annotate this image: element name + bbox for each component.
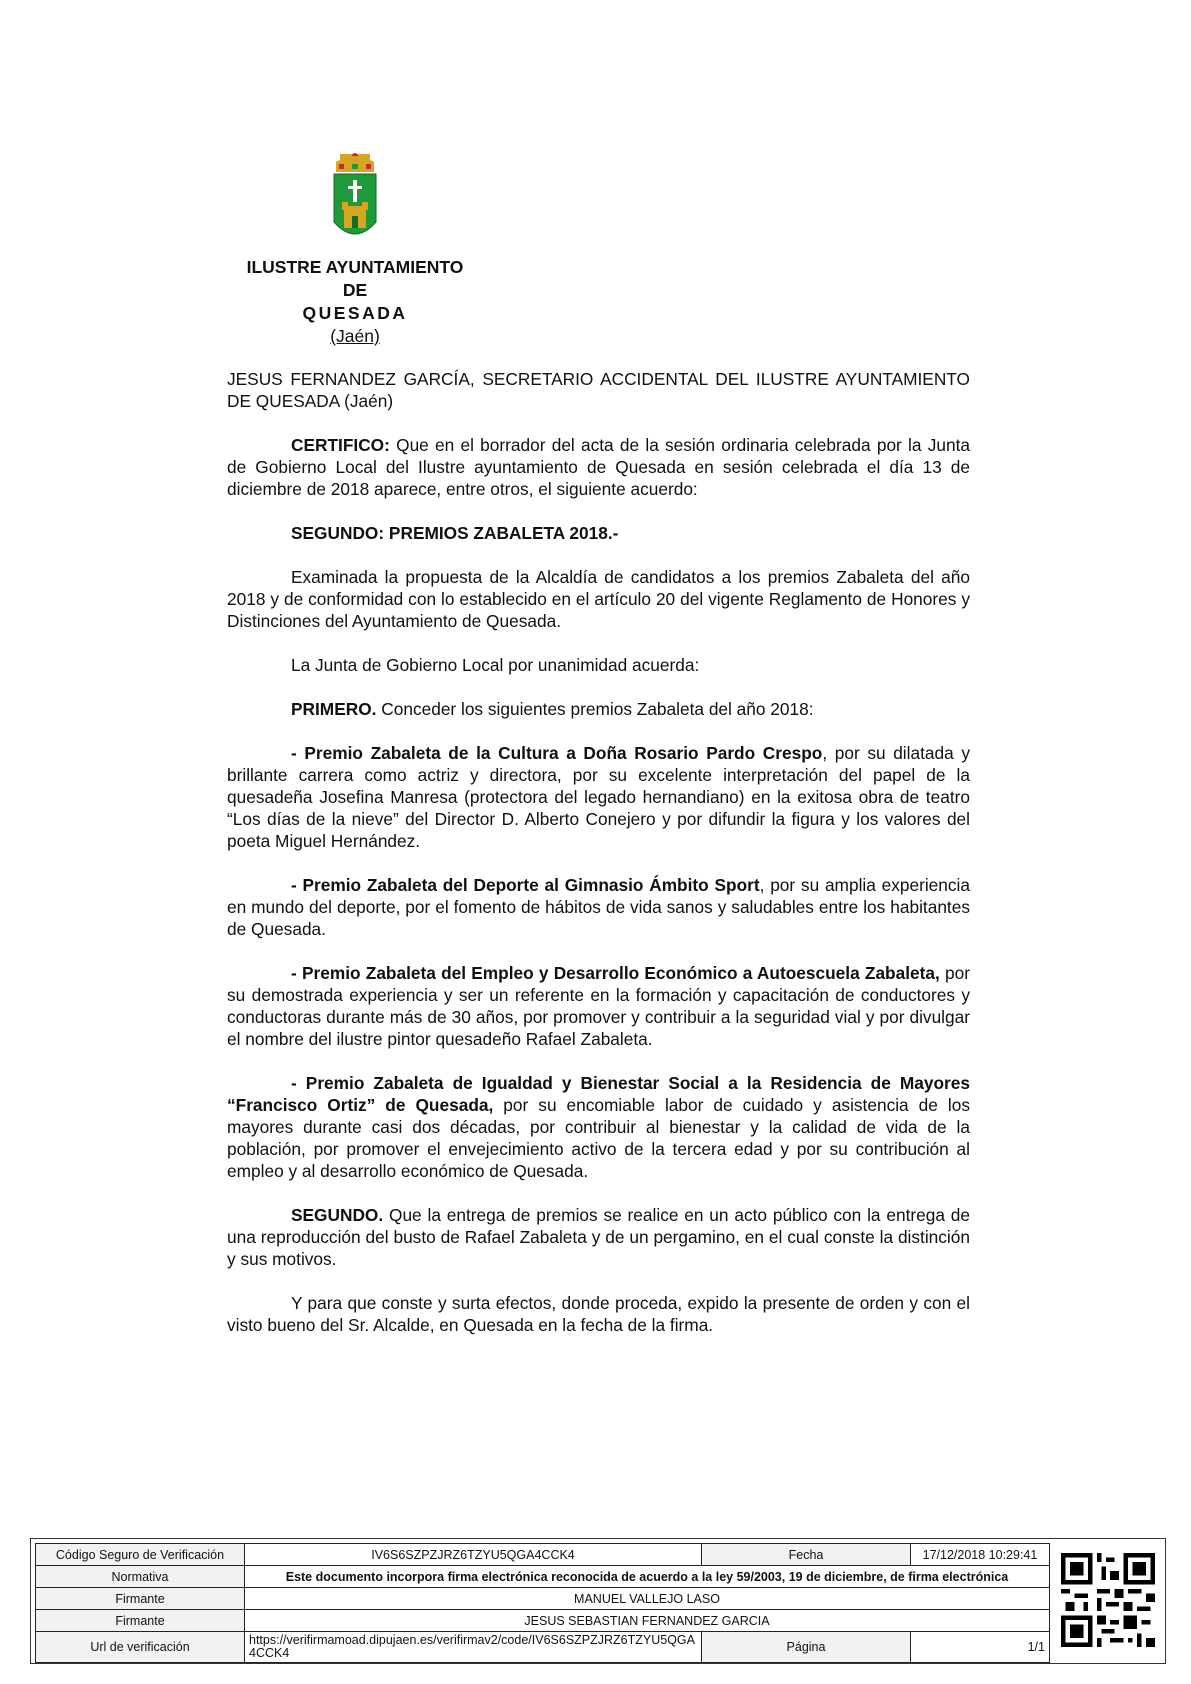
junta-paragraph: La Junta de Gobierno Local por unanimidad acuerda: — [291, 655, 700, 675]
premio-paragraph — [227, 742, 970, 852]
institution-heading — [200, 256, 510, 348]
firmante-label: Firmante — [36, 1588, 245, 1610]
segundo-heading — [227, 522, 970, 544]
premio-text: por su demostrada experiencia y ser un referente en la formación y capacitación de conductores y conductoras durante más de 30 años, por promover y contribuir a la seguridad vial y por divulgar el nombre del ilustre pintor quesadeño Rafael Zabaleta. — [227, 963, 970, 1049]
intro-paragraph: JESUS FERNANDEZ GARCÍA, SECRETARIO ACCIDENTAL DEL ILUSTRE AYUNTAMIENTO DE QUESADA (Jaén) — [227, 369, 970, 411]
heading-line-4: (Jaén) — [330, 326, 380, 346]
segundo-heading-text: SEGUNDO: PREMIOS ZABALETA 2018.- — [291, 523, 619, 543]
verification-table — [35, 1543, 1050, 1663]
premio-lead: - Premio Zabaleta de la Cultura a Doña Rosario Pardo Crespo — [291, 743, 823, 763]
certificate-body — [227, 368, 970, 1358]
heading-line-1: ILUSTRE AYUNTAMIENTO — [246, 257, 464, 277]
heading-line-3: QUESADA — [302, 303, 408, 323]
heading-line-2: DE — [342, 280, 368, 300]
firmante-label: Firmante — [36, 1610, 245, 1632]
primero-paragraph — [227, 698, 970, 720]
segundo-paragraph — [227, 1204, 970, 1270]
normativa-value: Este documento incorpora firma electrónica reconocida de acuerdo a la ley 59/2003, 19 de diciembre, de firma electrónica — [245, 1566, 1050, 1588]
csv-label: Código Seguro de Verificación — [36, 1544, 245, 1566]
url-label: Url de verificación — [36, 1632, 245, 1663]
premio-lead: - Premio Zabaleta del Deporte al Gimnasio Ámbito Sport — [291, 875, 760, 895]
premio-paragraph — [227, 874, 970, 940]
premio-text: por su encomiable labor de cuidado y asistencia de los mayores durante casi dos décadas, por contribuir al bienestar y la calidad de vida de la población, por promover el envejecimiento activo de la tercera edad y por su contribución al empleo y al desarrollo económico de Quesada. — [227, 1095, 971, 1181]
pagina-value: 1/1 — [911, 1632, 1050, 1663]
firmante-value: JESUS SEBASTIAN FERNANDEZ GARCIA — [245, 1610, 1050, 1632]
qr-code-icon — [1061, 1553, 1155, 1647]
certifico-paragraph — [227, 434, 970, 500]
fecha-label: Fecha — [702, 1544, 911, 1566]
pagina-label: Página — [702, 1632, 911, 1663]
verification-url-link[interactable]: https://verifirmamoad.dipujaen.es/verifirmav2/code/IV6S6SZPZJRZ6TZYU5QGA4CCK4 — [245, 1632, 702, 1663]
premio-lead: - Premio Zabaleta de Igualdad y Bienestar Social a la Residencia de Mayores “Francisco Ortiz” de Quesada, — [227, 1073, 970, 1115]
examinada-paragraph: Examinada la propuesta de la Alcaldía de candidatos a los premios Zabaleta del año 2018 y de conformidad con lo establecido en el artículo 20 del vigente Reglamento de Honores y Distinciones del Ayuntamiento de Quesada. — [227, 567, 970, 631]
fecha-value: 17/12/2018 10:29:41 — [911, 1544, 1050, 1566]
premio-paragraph — [227, 962, 970, 1050]
csv-value: IV6S6SZPZJRZ6TZYU5QGA4CCK4 — [245, 1544, 702, 1566]
normativa-label: Normativa — [36, 1566, 245, 1588]
municipal-crest-icon — [330, 152, 380, 246]
primero-lead: PRIMERO. — [291, 699, 377, 719]
premio-paragraph — [227, 1072, 970, 1182]
segundo-lead: SEGUNDO. — [291, 1205, 384, 1225]
certifico-lead: CERTIFICO: — [291, 435, 390, 455]
verification-footer — [30, 1538, 1166, 1664]
primero-text: Conceder los siguientes premios Zabaleta del año 2018: — [376, 699, 814, 719]
firmante-value: MANUEL VALLEJO LASO — [245, 1588, 1050, 1610]
premio-lead: - Premio Zabaleta del Empleo y Desarrollo Económico a Autoescuela Zabaleta, — [291, 963, 940, 983]
closing-paragraph: Y para que conste y surta efectos, donde proceda, expido la presente de orden y con el visto bueno del Sr. Alcalde, en Quesada en la fecha de la firma. — [227, 1293, 970, 1335]
premio-text: , por su amplia experiencia en mundo del deporte, por el fomento de hábitos de vida sanos y saludables entre los habitantes de Quesada. — [227, 875, 970, 939]
segundo-text: Que la entrega de premios se realice en un acto público con la entrega de una reproducción del busto de Rafael Zabaleta y de un pergamino, en el cual conste la distinción y sus motivos. — [227, 1205, 970, 1269]
certifico-text: Que en el borrador del acta de la sesión ordinaria celebrada por la Junta de Gobierno Local del Ilustre ayuntamiento de Quesada en sesión celebrada el día 13 de diciembre de 2018 aparece, entre otros, el siguiente acuerdo: — [227, 435, 970, 499]
premio-text: , por su dilatada y brillante carrera como actriz y directora, por su excelente interpretación del papel de la quesadeña Josefina Manresa (protectora del legado hernandiano) en la exitosa obra de teatro “Los días de la nieve” del Director D. Alberto Conejero y por difundir la figura y los valores del poeta Miguel Hernández. — [227, 743, 970, 851]
